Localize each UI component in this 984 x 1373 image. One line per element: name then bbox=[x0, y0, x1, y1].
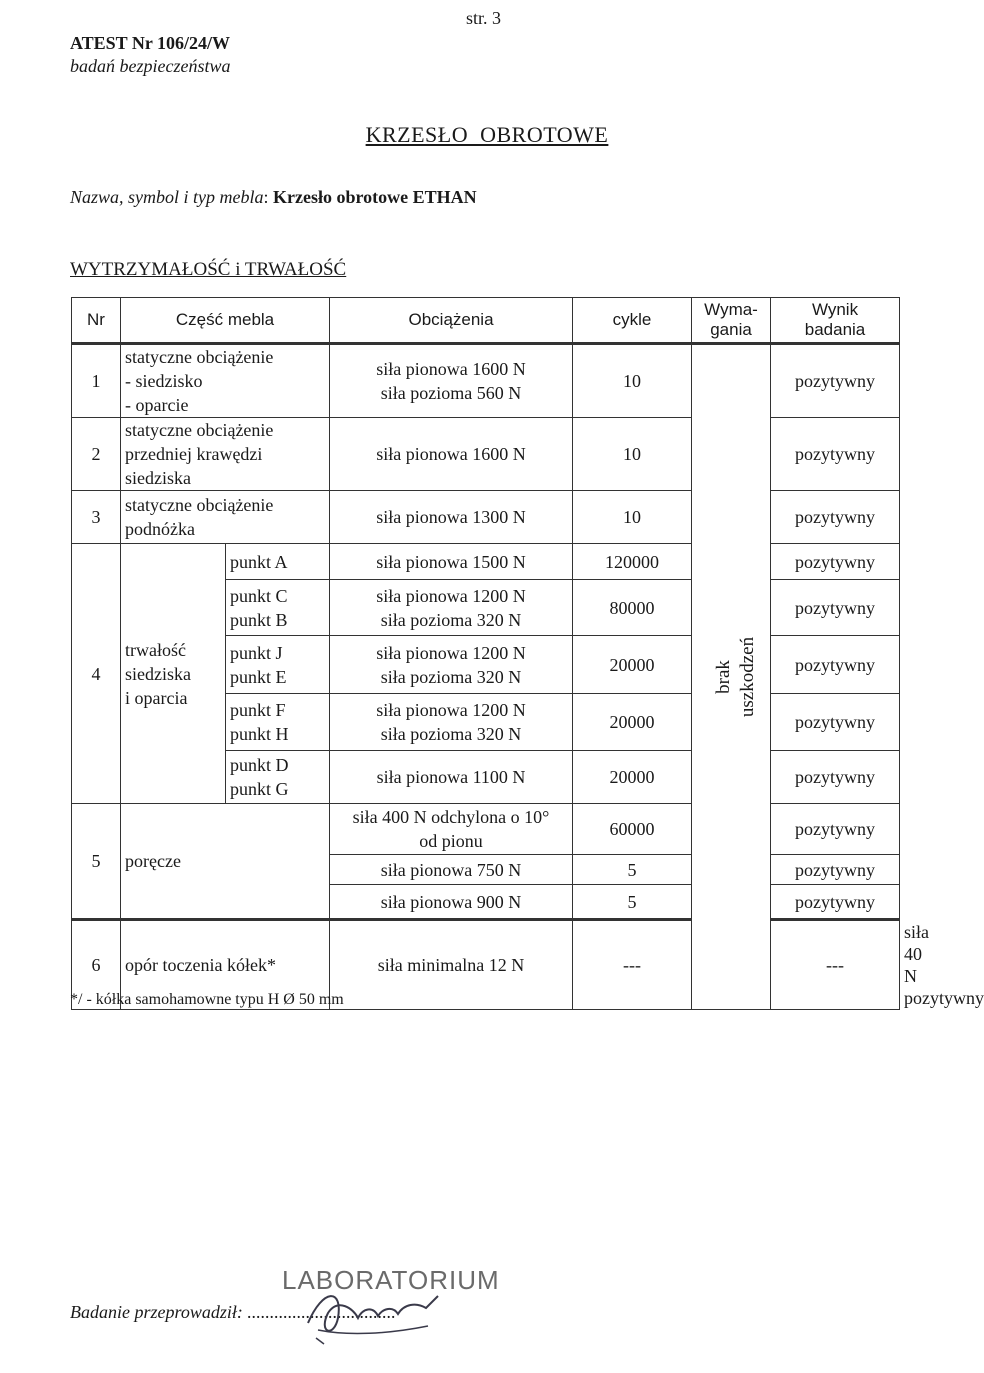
cell-load: siła pionowa 1100 N bbox=[330, 751, 573, 804]
table-row bbox=[72, 418, 900, 491]
req-line2: uszkodzeń bbox=[737, 636, 759, 718]
requirements-vertical-wrap bbox=[696, 636, 766, 718]
cell-result: pozytywny bbox=[771, 751, 900, 804]
section-title: WYTRZYMAŁOŚĆ i TRWAŁOŚĆ bbox=[70, 259, 347, 280]
cell-cycles: 20000 bbox=[573, 694, 692, 751]
cell-load: siła pionowa 1200 N siła pozioma 320 N bbox=[330, 636, 573, 694]
cell-result: pozytywny bbox=[771, 418, 900, 491]
cell-requirements-merged bbox=[692, 344, 771, 1010]
cell-part: statyczne obciążenie przedniej krawędzi siedziska bbox=[121, 418, 330, 491]
table-row: 6 opór toczenia kółek* siła minimalna 12 N --- --- siła 40 N pozytywny bbox=[72, 920, 900, 1010]
cell-load: siła pionowa 1300 N bbox=[330, 491, 573, 544]
atest-number: ATEST Nr 106/24/W bbox=[70, 33, 231, 53]
cell-result: pozytywny bbox=[771, 855, 900, 885]
cell-part: statyczne obciążenie - siedzisko - oparcie bbox=[121, 344, 330, 418]
atest-subtitle: badań bezpieczeństwa bbox=[70, 56, 231, 76]
cell-nr: 3 bbox=[72, 491, 121, 544]
page-number: str. 3 bbox=[466, 8, 502, 28]
cell-nr: 5 bbox=[72, 804, 121, 920]
cell-load: siła minimalna 12 N bbox=[330, 920, 573, 1010]
cell-cycles: 5 bbox=[573, 855, 692, 885]
requirements-vertical-text bbox=[712, 637, 760, 717]
footnote: */ - kółka samohamowne typu H Ø 50 mm bbox=[70, 991, 344, 1008]
furniture-value: Krzesło obrotowe ETHAN bbox=[273, 187, 477, 207]
cell-result: pozytywny bbox=[771, 491, 900, 544]
cell-part: poręcze bbox=[121, 804, 330, 920]
cell-cycles: 20000 bbox=[573, 751, 692, 804]
document-title: KRZESŁO OBROTOWE bbox=[365, 122, 609, 147]
cell-load: siła 400 N odchylona o 10° od pionu bbox=[330, 804, 573, 855]
furniture-name-line bbox=[70, 187, 477, 208]
cell-cycles: 60000 bbox=[573, 804, 692, 855]
cell-cycles: --- bbox=[573, 920, 692, 1010]
cell-result: pozytywny bbox=[771, 636, 900, 694]
header-requirements bbox=[692, 298, 771, 344]
table-header-row bbox=[72, 298, 900, 344]
header-part: Część mebla bbox=[121, 298, 330, 344]
header-load: Obciążenia bbox=[330, 298, 573, 344]
cell-nr: 6 bbox=[72, 920, 121, 1010]
table-row bbox=[72, 804, 900, 855]
header-result-line1: Wynik bbox=[811, 300, 859, 319]
cell-cycles: 80000 bbox=[573, 580, 692, 636]
cell-cycles: 10 bbox=[573, 491, 692, 544]
cell-cycles: 20000 bbox=[573, 636, 692, 694]
cell-load: siła pionowa 1500 N bbox=[330, 544, 573, 580]
cell-result: pozytywny bbox=[771, 544, 900, 580]
laboratory-stamp: LABORATORIUM bbox=[282, 1265, 500, 1295]
cell-part: opór toczenia kółek* bbox=[121, 920, 330, 1010]
table-row bbox=[72, 491, 900, 544]
cell-result: pozytywny bbox=[771, 885, 900, 920]
cell-point: punkt D punkt G bbox=[226, 751, 330, 804]
signature-line: Badanie przeprowadził: ................................. bbox=[70, 1302, 396, 1322]
cell-load: siła pionowa 1600 N bbox=[330, 418, 573, 491]
cell-load: siła pionowa 1200 N siła pozioma 320 N bbox=[330, 694, 573, 751]
table-row bbox=[72, 544, 900, 580]
header-result bbox=[771, 298, 900, 344]
header-req-line2: gania bbox=[710, 320, 752, 339]
cell-cycles: 5 bbox=[573, 885, 692, 920]
handwritten-signature bbox=[298, 1278, 448, 1348]
cell-result: pozytywny bbox=[771, 804, 900, 855]
cell-load: siła pionowa 1600 N siła pozioma 560 N bbox=[330, 344, 573, 418]
cell-requirements: --- bbox=[771, 920, 900, 1010]
cell-point: punkt F punkt H bbox=[226, 694, 330, 751]
cell-point: punkt A bbox=[226, 544, 330, 580]
cell-nr: 4 bbox=[72, 544, 121, 804]
header-nr: Nr bbox=[72, 298, 121, 344]
cell-point: punkt C punkt B bbox=[226, 580, 330, 636]
header-req-line1: Wyma- bbox=[704, 300, 758, 319]
cell-result: pozytywny bbox=[771, 344, 900, 418]
cell-cycles: 10 bbox=[573, 344, 692, 418]
req-line1: brak bbox=[713, 660, 735, 694]
cell-nr: 2 bbox=[72, 418, 121, 491]
header-cycles: cykle bbox=[573, 298, 692, 344]
cell-part: statyczne obciążenie podnóżka bbox=[121, 491, 330, 544]
cell-point: punkt J punkt E bbox=[226, 636, 330, 694]
cell-nr: 1 bbox=[72, 344, 121, 418]
cell-cycles: 10 bbox=[573, 418, 692, 491]
cell-result: pozytywny bbox=[771, 580, 900, 636]
colon: : bbox=[263, 187, 274, 207]
cell-part: trwałość siedziska i oparcia bbox=[121, 544, 226, 804]
cell-load: siła pionowa 1200 N siła pozioma 320 N bbox=[330, 580, 573, 636]
table-row bbox=[72, 344, 900, 418]
cell-load: siła pionowa 900 N bbox=[330, 885, 573, 920]
test-results-table bbox=[71, 297, 984, 1010]
cell-load: siła pionowa 750 N bbox=[330, 855, 573, 885]
furniture-label: Nazwa, symbol i typ mebla bbox=[70, 187, 264, 207]
cell-cycles: 120000 bbox=[573, 544, 692, 580]
header-result-line2: badania bbox=[804, 320, 866, 339]
cell-result: pozytywny bbox=[771, 694, 900, 751]
